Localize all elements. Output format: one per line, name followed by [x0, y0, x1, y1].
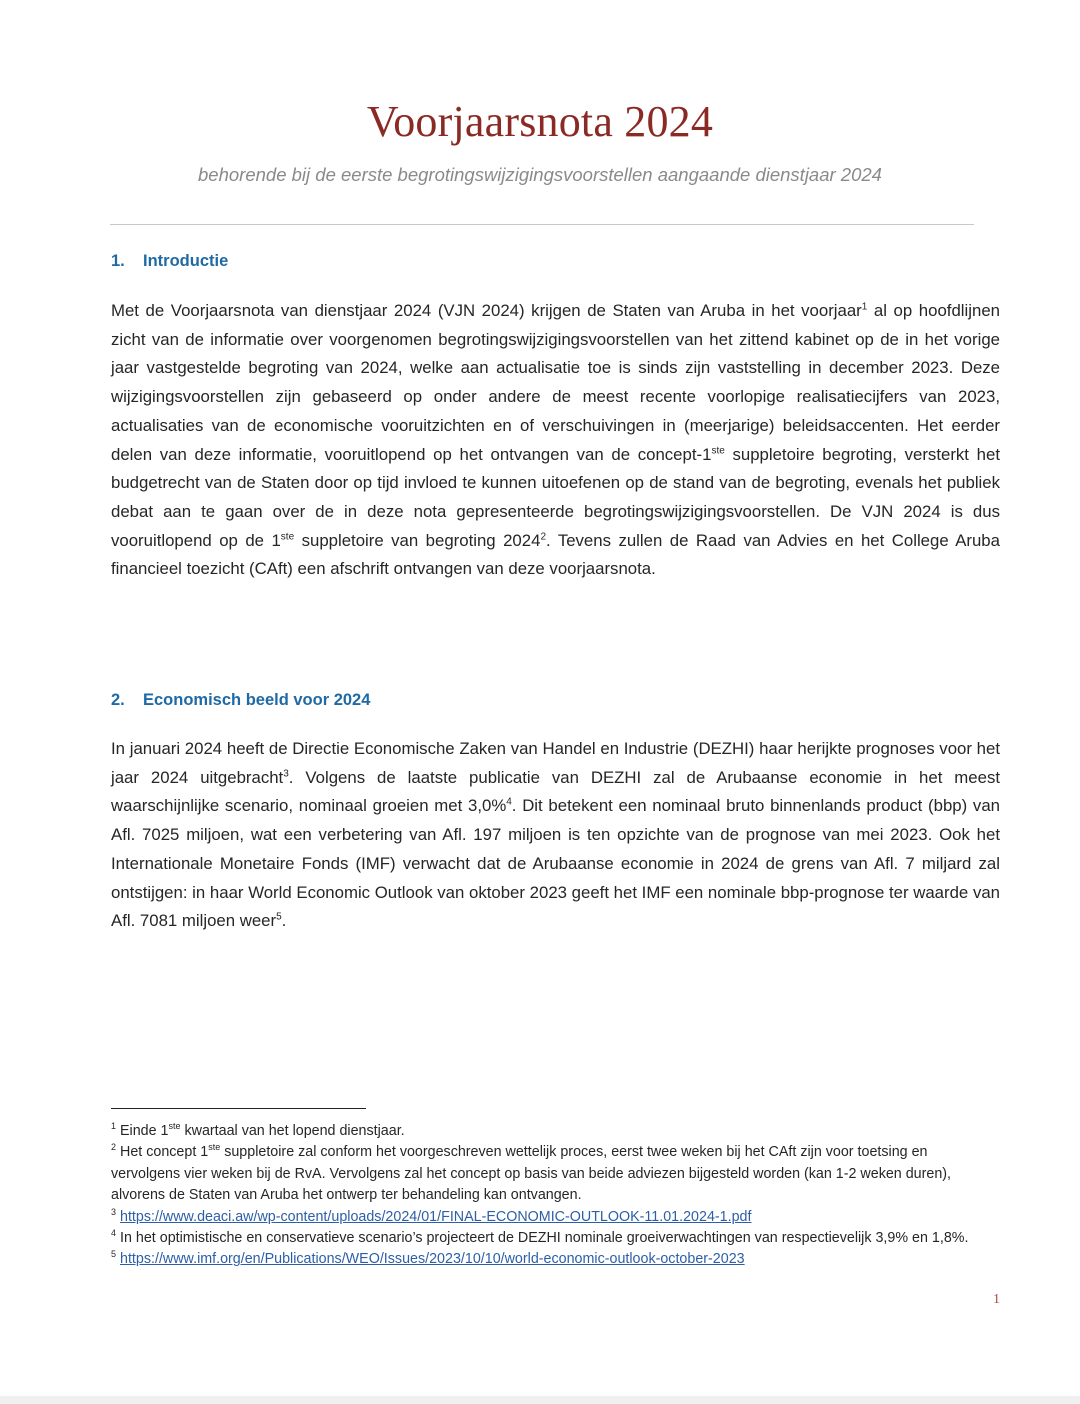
- paragraph-text: . Tevens zullen de Raad van Advies en het College Aruba financieel toezicht (CAft) een afschrift ontvangen van deze voorjaarsnota.: [111, 530, 1000, 579]
- footnote-text: Het concept 1: [120, 1144, 209, 1161]
- paragraph-text: suppletoire van begroting 2024: [294, 530, 541, 550]
- section-title: Introductie: [143, 252, 229, 270]
- footnote-ref[interactable]: 1: [861, 301, 868, 313]
- section-title: Economisch beeld voor 2024: [143, 691, 371, 709]
- footnote-text: kwartaal van het lopend dienstjaar.: [180, 1123, 405, 1139]
- section-number: 1.: [111, 252, 125, 270]
- footnote-text: suppletoire zal conform het voorgeschreven wettelijk proces, eerst twee weken bij het CAft zijn voor toetsing en vervolgens vier weken bij de RvA. Vervolgens zal het concept op basis van beide adviezen bijgesteld worden (kan 1-2 weken duren), alvorens de Staten van Aruba het ontwerp ter behandeling kan ontvangen.: [111, 1144, 952, 1204]
- footnote-5: [111, 1249, 1000, 1270]
- paragraph-text: . Volgens de laatste publicatie van DEZHI zal de Arubaanse economie in het meest waarschijnlijke scenario, nominaal groeien met 3,0%: [111, 767, 1000, 816]
- ordinal-suffix: ste: [711, 444, 725, 456]
- paragraph-text: Met de Voorjaarsnota van dienstjaar 2024 (VJN 2024) krijgen de Staten van Aruba in het voorjaar: [111, 301, 862, 320]
- footnote-separator: [111, 1108, 366, 1109]
- footnote-marker: 3: [111, 1206, 117, 1217]
- section-heading-introductie: [111, 252, 228, 271]
- section-number: 2.: [111, 691, 125, 709]
- footnote-2: [111, 1142, 1000, 1206]
- footnote-ref[interactable]: 5: [276, 911, 282, 923]
- title-divider: [110, 224, 974, 225]
- footnote-marker: 4: [111, 1228, 117, 1239]
- footnote-text: In het optimistische en conservatieve scenario’s projecteert de DEZHI nominale groeiverwachtingen van respectievelijk 3,9% en 1,8%.: [120, 1230, 969, 1247]
- footnote-4: [111, 1228, 1000, 1249]
- footnotes: [111, 1121, 1000, 1271]
- footnote-ref[interactable]: 2: [540, 531, 546, 543]
- section-paragraph-introductie: [111, 297, 1000, 584]
- page-number: 1: [993, 1292, 1000, 1307]
- footnote-3: [111, 1207, 1000, 1228]
- paragraph-text: .: [281, 911, 287, 931]
- ordinal-suffix: ste: [208, 1142, 221, 1153]
- paragraph-text: In januari 2024 heeft de Directie Economische Zaken van Handel en Industrie (DEZHI) haar herijkte prognoses voor het jaar 2024 uitgebracht: [111, 739, 1000, 787]
- footnote-ref[interactable]: 3: [283, 768, 289, 780]
- document-subtitle: behorende bij de eerste begrotingswijzigingsvoorstellen aangaande dienstjaar 2024: [198, 164, 882, 185]
- ordinal-suffix: ste: [280, 531, 295, 543]
- section-paragraph-economisch-beeld: [111, 735, 1000, 936]
- ordinal-suffix: ste: [168, 1121, 181, 1132]
- section-heading-economisch-beeld: [111, 691, 370, 710]
- footnote-text: Einde 1: [120, 1123, 169, 1139]
- footnote-1: [111, 1121, 1000, 1142]
- footnote-ref[interactable]: 4: [506, 796, 512, 808]
- paragraph-text: al op hoofdlijnen zicht van de informatie over voorgenomen begrotingswijzigingsvoorstellen van het zittend kabinet op de in het vorige jaar vastgestelde begroting van 2024, welke aan actualisatie toe is sinds zijn vaststelling in december 2023. Deze wijzigingsvoorstellen zijn gebaseerd op onder andere de meest recente voorlopige realisatiecijfers van 2023, actualisaties van de economische vooruitzichten en of verschuivingen in (meerjarige) beleidsaccenten. Het eerder delen van deze informatie, vooruitlopend op het ontvangen van de concept-1: [111, 301, 1000, 464]
- footnote-link-deaci[interactable]: https://www.deaci.aw/wp-content/uploads/2024/01/FINAL-ECONOMIC-OUTLOOK-11.01.2024-1.pdf: [120, 1208, 752, 1225]
- footnote-marker: 2: [111, 1142, 117, 1153]
- footnote-marker: 5: [111, 1249, 117, 1260]
- footnote-link-imf[interactable]: https://www.imf.org/en/Publications/WEO/Issues/2023/10/10/world-economic-outlook-october-2023: [120, 1251, 745, 1268]
- footnote-marker: 1: [111, 1121, 117, 1132]
- paragraph-text: suppletoire begroting, versterkt het budgetrecht van de Staten door op tijd invloed te kunnen uitoefenen op de stand van de begroting, evenals het publiek debat aan te gaan over de in deze nota gepresenteerde begrotingswijzigingsvoorstellen. De VJN 2024 is dus vooruitlopend op de 1: [111, 444, 1000, 550]
- page-bottom-edge: [0, 1396, 1080, 1404]
- document-title: Voorjaarsnota 2024: [366, 97, 714, 146]
- paragraph-text: . Dit betekent een nominaal bruto binnenlands product (bbp) van Afl. 7025 miljoen, wat een verbetering van Afl. 197 miljoen is ten opzichte van de prognose van mei 2023. Ook het Internationale Monetaire Fonds (IMF) verwacht dat de Arubaanse economie in 2024 de grens van Afl. 7 miljard zal ontstijgen: in haar World Economic Outlook van oktober 2023 geeft het IMF een nominale bbp-prognose ter waarde van Afl. 7081 miljoen weer: [111, 796, 1000, 931]
